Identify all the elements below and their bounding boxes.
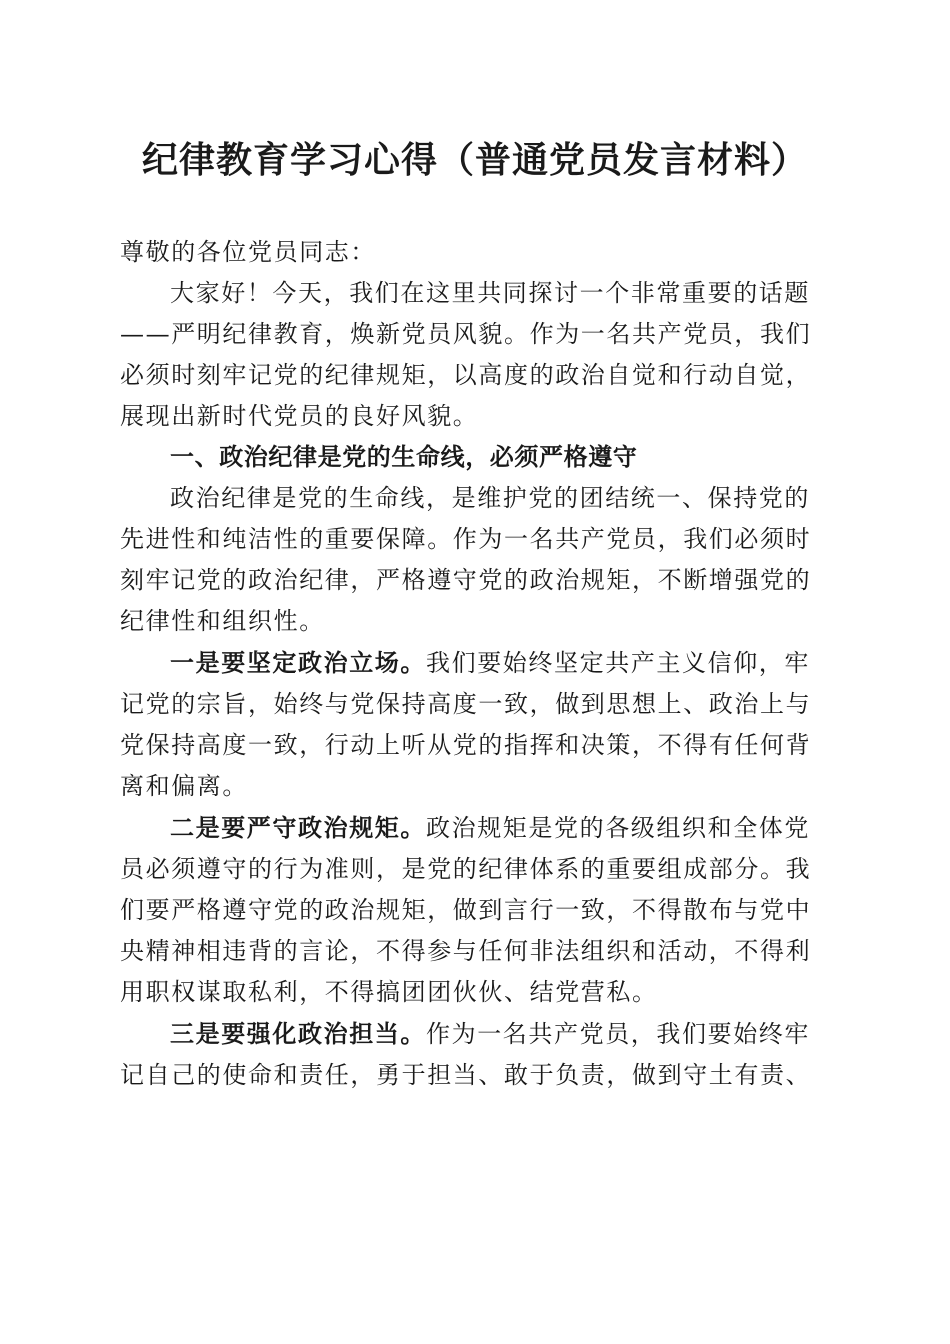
document-body [120,232,826,1096]
point-paragraph [120,642,826,807]
point-lead: 三是要强化政治担当。 [170,1019,426,1048]
greeting: 尊敬的各位党员同志： [120,238,376,266]
point-paragraph [120,807,826,1013]
section-paragraph: 政治纪律是党的生命线，是维护党的团结统一、保持党的先进性和纯洁性的重要保障。作为一名共产党员，我们必须时刻牢记党的政治纪律，严格遵守党的政治规矩，不断增强党的纪律性和组织性。 [120,484,812,635]
document-title: 纪律教育学习心得（普通党员发言材料） [141,139,808,181]
point-text: 政治规矩是党的各级组织和全体党员必须遵守的行为准则，是党的纪律体系的重要组成部分。我们要严格遵守党的政治规矩，做到言行一致，不得散布与党中央精神相违背的言论，不得参与任何非法组织和活动，不得利用职权谋取私利，不得搞团团伙伙、结党营私。 [120,814,812,1006]
point-lead: 一是要坚定政治立场。 [170,648,426,677]
point-text: 我们要始终坚定共产主义信仰，牢记党的宗旨，始终与党保持高度一致，做到思想上、政治上与党保持高度一致，行动上听从党的指挥和决策，不得有任何背离和偏离。 [120,649,812,800]
point-lead: 二是要严守政治规矩。 [170,813,426,842]
point-paragraph [120,1013,826,1096]
intro-paragraph: 大家好！今天，我们在这里共同探讨一个非常重要的话题——严明纪律教育，焕新党员风貌。作为一名共产党员，我们必须时刻牢记党的纪律规矩，以高度的政治自觉和行动自觉，展现出新时代党员的良好风貌。 [120,279,812,430]
section-heading: 一、政治纪律是党的生命线，必须严格遵守 [170,443,638,471]
point-text: 作为一名共产党员，我们要始终牢记自己的使命和责任，勇于担当、敢于负责，做到守土有责、 [120,1020,812,1089]
